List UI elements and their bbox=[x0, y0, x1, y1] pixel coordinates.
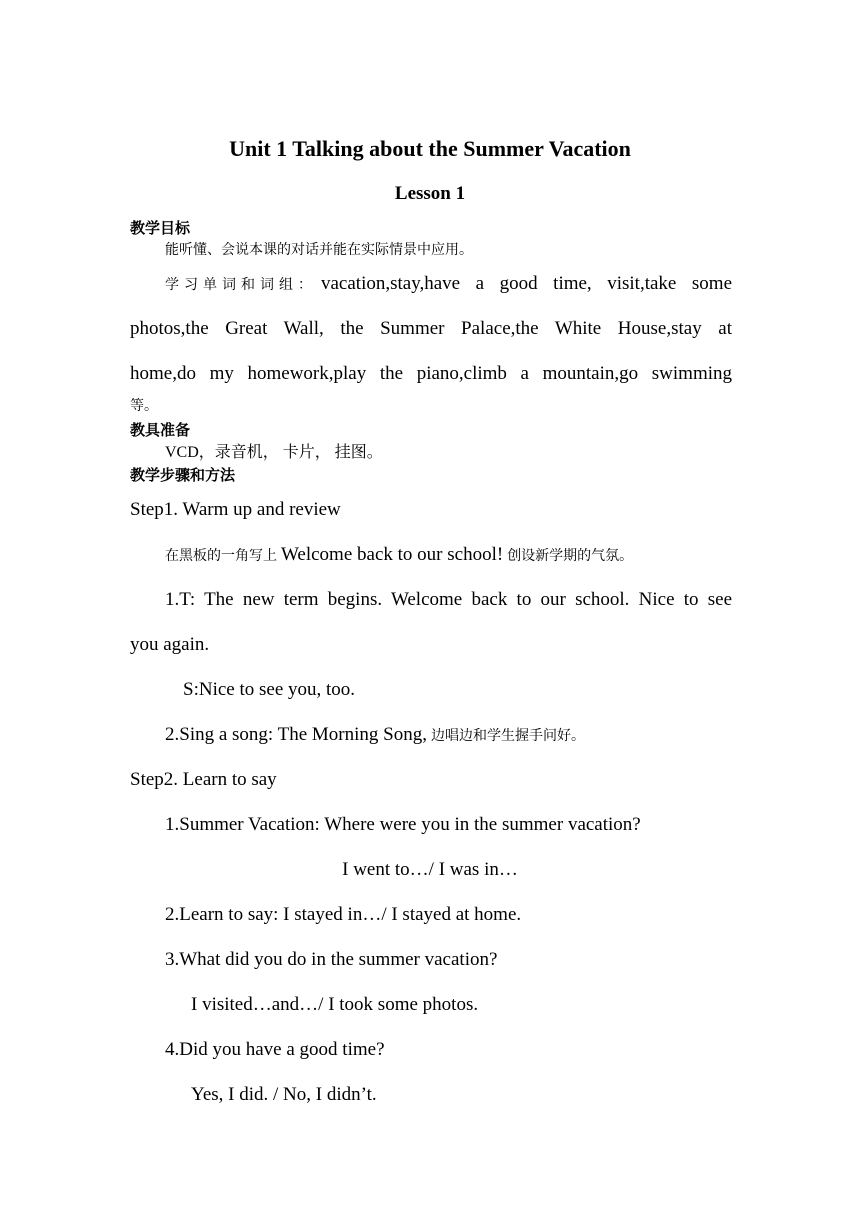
materials-heading: 教具准备 bbox=[130, 421, 191, 439]
step2-item3: 3.What did you do in the summer vacation? bbox=[165, 949, 498, 970]
words-line-3: home,do my homework,play the piano,climb a mountain,go swimming bbox=[130, 363, 732, 384]
objectives-heading: 教学目标 bbox=[130, 219, 191, 237]
document-title: Unit 1 Talking about the Summer Vacation bbox=[229, 136, 631, 161]
step2-item4: 4.Did you have a good time? bbox=[165, 1039, 385, 1060]
step1-item2-en: 2.Sing a song: The Morning Song, bbox=[165, 724, 427, 745]
step2-title: Step2. Learn to say bbox=[130, 769, 277, 790]
step2-item3-reply: I visited…and…/ I took some photos. bbox=[191, 994, 479, 1015]
objectives-line: 能听懂、会说本课的对话并能在实际情景中应用。 bbox=[165, 242, 473, 258]
step2-item1: 1.Summer Vacation: Where were you in the summer vacation? bbox=[165, 814, 641, 835]
step2-item2: 2.Learn to say: I stayed in…/ I stayed at home. bbox=[165, 904, 522, 925]
step1-item1-line1: 1.T: The new term begins. Welcome back to our school. Nice to see bbox=[165, 589, 732, 610]
words-line-end: 等。 bbox=[130, 398, 158, 414]
step1-item2-cn: 边唱边和学生握手问好。 bbox=[430, 728, 585, 744]
words-line-1 bbox=[165, 273, 732, 296]
steps-heading: 教学步骤和方法 bbox=[130, 466, 236, 484]
step1-intro-cn1: 在黑板的一角写上 bbox=[165, 548, 277, 564]
lesson-heading: Lesson 1 bbox=[394, 183, 466, 204]
step1-title: Step1. Warm up and review bbox=[130, 499, 341, 520]
step2-item4-reply: Yes, I did. / No, I didn’t. bbox=[191, 1084, 377, 1105]
materials-text: VCD，录音机， 卡片， 挂图。 bbox=[165, 444, 383, 461]
step1-item1-reply: S:Nice to see you, too. bbox=[183, 679, 356, 700]
step1-item2 bbox=[165, 724, 585, 747]
materials-line bbox=[165, 443, 383, 462]
words-text-1: vacation,stay,have a good time, visit,take some bbox=[321, 273, 732, 294]
step1-item1-line2: you again. bbox=[130, 634, 210, 655]
step1-intro-cn2: 创设新学期的气氛。 bbox=[507, 548, 634, 564]
words-label: 学习单词和词组： bbox=[165, 277, 317, 293]
step1-intro-en: Welcome back to our school! bbox=[281, 544, 504, 565]
step1-intro bbox=[165, 544, 633, 567]
step2-item1-reply: I went to…/ I was in… bbox=[342, 859, 518, 880]
words-line-2: photos,the Great Wall, the Summer Palace,the White House,stay at bbox=[130, 318, 732, 339]
